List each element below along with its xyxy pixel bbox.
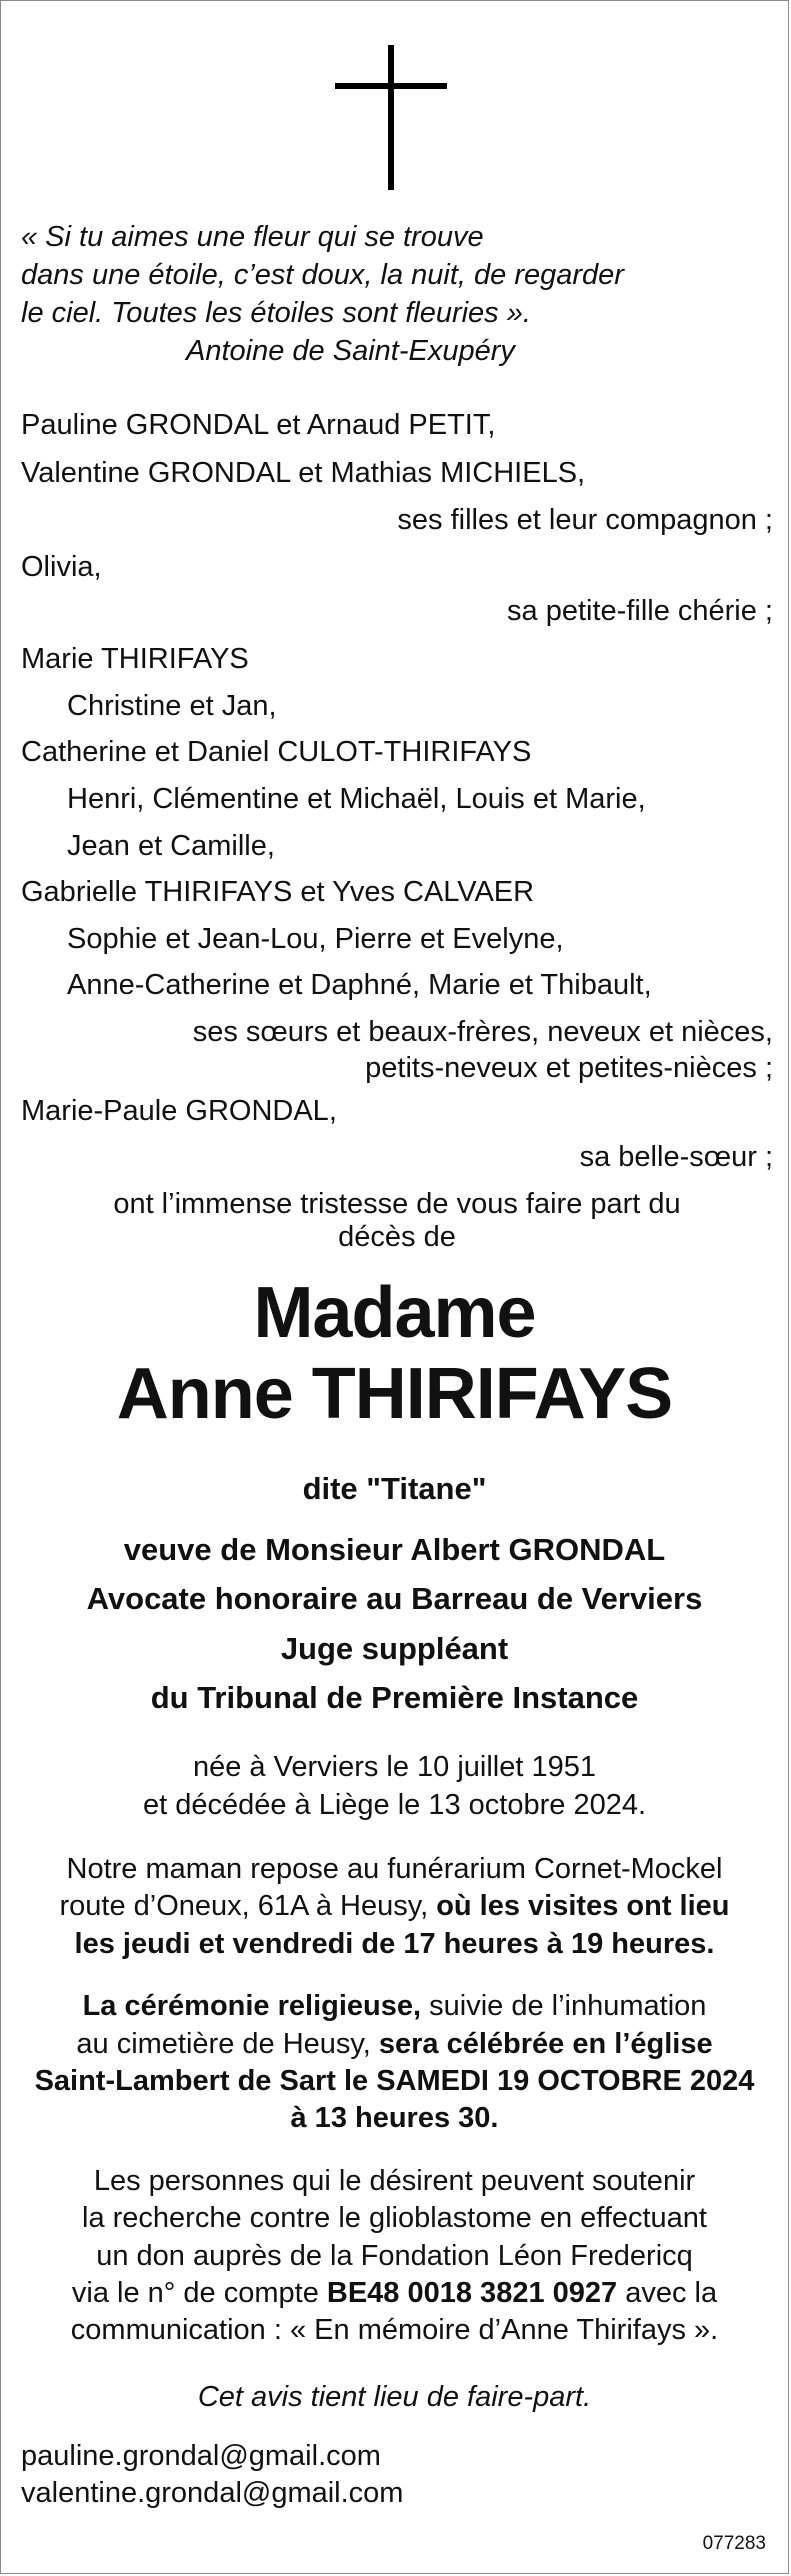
birth-line: née à Verviers le 10 juillet 1951 — [192, 1751, 597, 1783]
family-line: Henri, Clémentine et Michaël, Louis et Marie, — [67, 783, 646, 815]
ceremony-time: à 13 heures 30. — [290, 2102, 499, 2134]
bank-account: BE48 0018 3821 0927 — [326, 2277, 618, 2309]
family-line: décès de — [338, 1221, 456, 1253]
visits-info: où les visites ont lieu — [428, 1890, 730, 1922]
family-line: Olivia, — [21, 551, 102, 583]
donation-line: communication : « En mémoire d’Anne Thirifays ». — [70, 2314, 719, 2346]
quote-line: le ciel. Toutes les étoiles sont fleuries ». — [21, 297, 531, 329]
death-line: et décédée à Liège le 13 octobre 2024. — [142, 1789, 647, 1821]
visits-address: route d’Oneux, 61A à Heusy, — [59, 1890, 429, 1922]
ceremony-line — [1, 1987, 788, 2025]
deceased-title: Madame — [253, 1273, 536, 1353]
deceased-widow: veuve de Monsieur Albert GRONDAL — [123, 1532, 666, 1567]
notice-line: Cet avis tient lieu de faire-part. — [197, 2381, 592, 2413]
deceased-role: du Tribunal de Première Instance — [150, 1680, 639, 1715]
ceremony-cemetery: au cimetière de Heusy, — [76, 2028, 371, 2060]
family-line: Sophie et Jean-Lou, Pierre et Evelyne, — [67, 923, 564, 955]
family-line: ont l’immense tristesse de vous faire part du — [113, 1188, 681, 1220]
quote-line: dans une étoile, c’est doux, la nuit, de regarder — [21, 259, 624, 291]
deceased-nickname: dite "Titane" — [302, 1471, 487, 1506]
ceremony-date: Saint-Lambert de Sart le SAMEDI 19 OCTOBRE 2024 — [34, 2065, 755, 2097]
family-line: Jean et Camille, — [67, 830, 275, 862]
ceremony-church: sera célébrée en l’église — [370, 2028, 713, 2060]
family-line: petits-neveux et petites-nièces ; — [365, 1052, 773, 1084]
ceremony-burial: suivie de l’inhumation — [421, 1990, 707, 2022]
donation-text: via le n° de compte — [71, 2277, 327, 2309]
visits-line: Notre maman repose au funérarium Cornet-Mockel — [66, 1853, 723, 1885]
donation-line — [1, 2274, 788, 2312]
family-line: Gabrielle THIRIFAYS et Yves CALVAER — [21, 876, 535, 908]
reference-number: 077283 — [702, 2533, 766, 2554]
family-line: Anne-Catherine et Daphné, Marie et Thibault, — [67, 969, 652, 1001]
ceremony-line — [1, 2025, 788, 2063]
visits-hours: les jeudi et vendredi de 17 heures à 19 heures. — [74, 1928, 715, 1960]
family-line: Catherine et Daniel CULOT-THIRIFAYS — [21, 736, 532, 768]
family-line: Christine et Jan, — [67, 690, 277, 722]
family-line: ses sœurs et beaux-frères, neveux et nièces, — [192, 1016, 773, 1048]
ceremony-label: La cérémonie religieuse, — [82, 1990, 422, 2022]
email-link[interactable]: valentine.grondal@gmail.com — [21, 2477, 404, 2509]
family-line: Marie-Paule GRONDAL, — [21, 1095, 337, 1127]
quote-line: « Si tu aimes une fleur qui se trouve — [21, 221, 484, 253]
epigraph-quote — [21, 218, 741, 370]
donation-line: la recherche contre le glioblastome en effectuant — [82, 2202, 707, 2234]
deceased-name: Anne THIRIFAYS — [116, 1354, 673, 1434]
deceased-role: Avocate honoraire au Barreau de Verviers — [86, 1581, 703, 1616]
quote-author: Antoine de Saint-Exupéry — [186, 335, 515, 367]
donation-line: un don auprès de la Fondation Léon Fredericq — [96, 2240, 693, 2272]
family-line: ses filles et leur compagnon ; — [397, 504, 773, 536]
family-line: Marie THIRIFAYS — [21, 643, 249, 675]
family-line: sa petite-fille chérie ; — [507, 595, 773, 627]
deceased-role: Juge suppléant — [280, 1631, 509, 1666]
donation-line: Les personnes qui le désirent peuvent soutenir — [93, 2165, 696, 2197]
donation-text: avec la — [617, 2277, 718, 2309]
cross-vertical-bar — [388, 45, 394, 190]
family-line: Pauline GRONDAL et Arnaud PETIT, — [21, 409, 496, 441]
family-line: Valentine GRONDAL et Mathias MICHIELS, — [21, 457, 586, 489]
family-line: sa belle-sœur ; — [579, 1141, 773, 1173]
visits-line — [1, 1887, 788, 1925]
cross-horizontal-bar — [335, 83, 447, 89]
email-link[interactable]: pauline.grondal@gmail.com — [21, 2440, 381, 2472]
cross-icon — [335, 45, 447, 190]
